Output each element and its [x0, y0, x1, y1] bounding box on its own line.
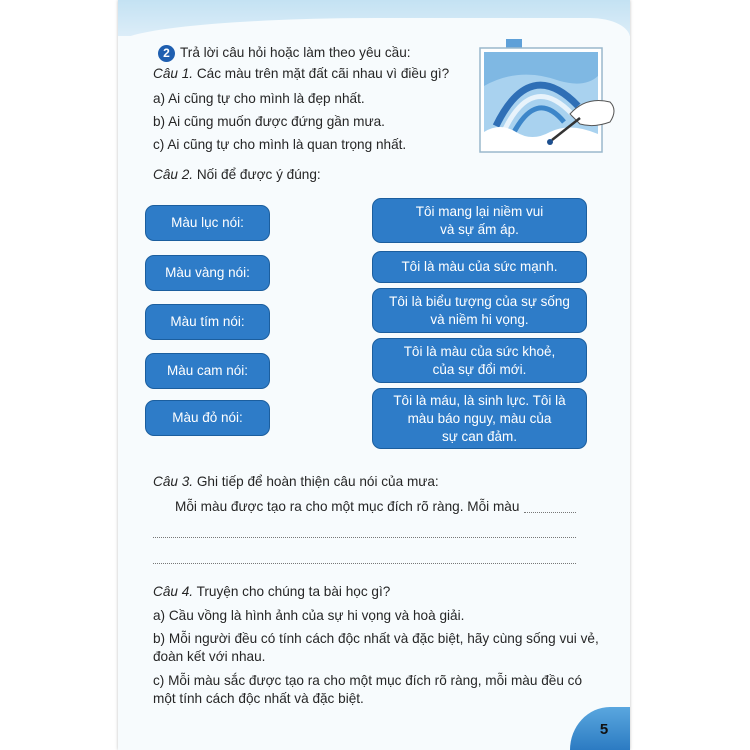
left-box-yellow[interactable]: Màu vàng nói: — [145, 255, 270, 291]
question-2 — [153, 166, 321, 184]
question-3-text: Ghi tiếp để hoàn thiện câu nói của mưa: — [196, 474, 439, 489]
question-3-label: Câu 3. — [153, 474, 194, 489]
answer-line-2[interactable] — [153, 537, 576, 538]
question-4 — [153, 583, 390, 601]
q1-option-c: c) Ai cũng tự cho mình là quan trọng nhất. — [153, 137, 407, 152]
q3-sentence-prompt: Mỗi màu được tạo ra cho một mục đích rõ ràng. Mỗi màu — [175, 499, 520, 514]
left-box-green[interactable]: Màu lục nói: — [145, 205, 270, 241]
q4-option-b-line2: đoàn kết với nhau. — [153, 649, 266, 664]
question-4-text: Truyện cho chúng ta bài học gì? — [196, 584, 391, 599]
q4-option-c-line2: một tính cách độc nhất và đặc biệt. — [153, 691, 364, 706]
right-box-joy[interactable]: Tôi mang lại niềm vui và sự ấm áp. — [372, 198, 587, 243]
q4-option-a: a) Cầu vồng là hình ảnh của sự hi vọng và hoà giải. — [153, 608, 465, 623]
question-1-text: Các màu trên mặt đất cãi nhau vì điều gì? — [196, 66, 450, 81]
question-3 — [153, 473, 439, 491]
question-4-label: Câu 4. — [153, 584, 194, 599]
right-box-blood[interactable]: Tôi là máu, là sinh lực. Tôi là màu báo nguy, màu của sự can đảm. — [372, 388, 587, 449]
left-box-orange[interactable]: Màu cam nói: — [145, 353, 270, 389]
section-number-badge: 2 — [158, 45, 175, 62]
right-box-strength[interactable]: Tôi là màu của sức mạnh. — [372, 251, 587, 283]
question-2-text: Nối để được ý đúng: — [196, 167, 321, 182]
rainbow-painting-illustration — [460, 36, 620, 156]
question-1 — [153, 65, 449, 83]
right-box-life-hope[interactable]: Tôi là biểu tượng của sự sống và niềm hi vọng. — [372, 288, 587, 333]
q1-option-a: a) Ai cũng tự cho mình là đẹp nhất. — [153, 91, 365, 106]
question-1-label: Câu 1. — [153, 66, 194, 81]
left-box-red[interactable]: Màu đỏ nói: — [145, 400, 270, 436]
answer-line-1[interactable] — [524, 512, 576, 513]
section-title: Trả lời câu hỏi hoặc làm theo yêu cầu: — [180, 45, 411, 60]
q4-option-c-line1: c) Mỗi màu sắc được tạo ra cho một mục đích rõ ràng, mỗi màu đều có — [153, 673, 583, 688]
q1-option-b: b) Ai cũng muốn được đứng gần mưa. — [153, 114, 385, 129]
header-band — [118, 0, 630, 36]
right-box-health[interactable]: Tôi là màu của sức khoẻ, của sự đổi mới. — [372, 338, 587, 383]
answer-line-3[interactable] — [153, 563, 576, 564]
question-2-label: Câu 2. — [153, 167, 194, 182]
page-number: 5 — [599, 721, 609, 738]
left-box-purple[interactable]: Màu tím nói: — [145, 304, 270, 340]
q4-option-b-line1: b) Mỗi người đều có tính cách độc nhất và đặc biệt, hãy cùng sống vui vẻ, — [153, 631, 599, 646]
